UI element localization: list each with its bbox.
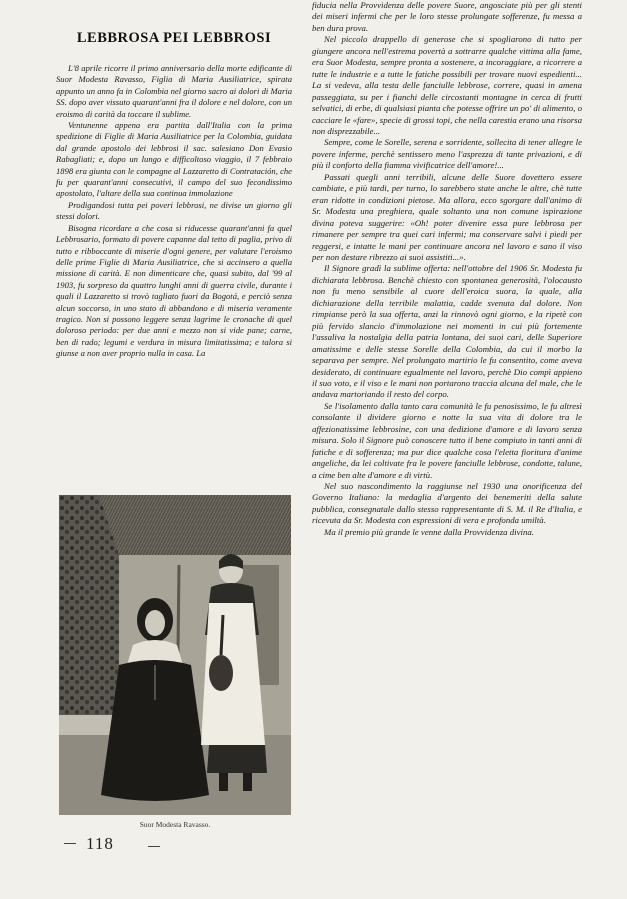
- right-column-text: [312, 0, 582, 538]
- paragraph: Passati quegli anni terribili, alcune delle Suore dovettero essere cambiate, e più tardi, per turno, lo sarebbero state anche le altre, chè tutte eran ridotte in condizioni pietose. Ma allora, ecco sgorgare dall'animo di Sr. Modesta una preghiera, quale soltanto una non comune ispirazione divina poteva suggerire: «Oh! poter divenire essa pure lebbrosa per rimanere per sempre tra quei cari infermi; ma conservare salvi i piedi per reggersi, e intatte le mani per continuare ancora nel lavoro e sano il viso per non destare ribrezzo ai suoi assistiti...».: [312, 171, 582, 262]
- right-column: [312, 0, 582, 538]
- paragraph: Ventunenne appena era partita dall'Italia con la prima spedizione di Figlie di Maria Ausiliatrice per la Colombia, guidata dal grande apostolo dei lebbrosi il sac. salesiano Don Evasio Rabagliati; e, dopo un lungo e difficoltoso viaggio, il 7 febbraio 1898 era giunta con le compagne al Lazzaretto di Contratación, che fu per quarant'anni consecutivi, il campo del suo fecondissimo apostolato, l'altare della sua continua immolazione: [56, 120, 292, 199]
- paragraph: Ma il premio più grande le venne dalla Provvidenza divina.: [324, 526, 534, 537]
- photo-two-women: [59, 495, 291, 815]
- paragraph: Se l'isolamento dalla tanto cara comunità le fu penosissimo, le fu altresì consolante il dividere giorno e notte la sua vita di dolore tra le affezionatissime lebbrosine, con una dedizione d'amore e di lavoro senza misura. Solo il Signore può conoscere tutto il bene compiuto in tanti anni di fatiche e di sofferenza; ma pur dice qualche cosa l'eletta fioritura d'anime angeliche, da lei coltivate fra le povere fanciulle lebbrose, condotte, talune, a cime ben alte d'amore e di virtù.: [312, 400, 582, 480]
- page-number: 118: [86, 834, 114, 853]
- paragraph: L'8 aprile ricorre il primo anniversario della morte edificante di Suor Modesta Ravasso, Figlia di Maria Ausiliatrice, spirata appunto un anno fa in Colombia nel giorno sacro ai dolori di Maria SS. dopo aver vissuto quarant'anni fra il dolore e nel dolore, con un eroismo di carità da toccare il sublime.: [56, 63, 292, 119]
- paragraph: Nel piccolo drappello di generose che si spogliarono di tutto per giungere ancora nell'estrema povertà a sottrarre qualche vittima alla fame, era Suor Modesta, sempre pronta a sostenere, a incoraggiare, a ricorrere a tutte le industrie e a tutte le fatiche possibili per trovare nuovi espedienti... La si vedeva, alla testa delle fanciulle lebbrose, correre, quasi in amena passeggiata, su per i fianchi delle circostanti montagne in cerca di frutti selvatici, di erbe, di qualsiasi pianta che potesse offrire un po' di alimento, o cacciare le «fare», specie di grossi topi, che nella carestia erano una risorsa non disprezzabile...: [312, 34, 582, 136]
- left-column: [56, 22, 292, 360]
- article-title: LEBBROSA PEI LEBBROSI: [76, 30, 272, 46]
- paragraph: Sempre, come le Sorelle, serena e sorridente, sollecita di tener allegre le povere inferme, perchè sentissero meno l'asprezza di tante privazioni, e di più il conforto della fiamma vivificatrice dell'amore!...: [312, 137, 582, 171]
- left-column-text: [56, 63, 292, 360]
- decorative-dash: [64, 843, 76, 844]
- photo-illustration: [59, 495, 291, 815]
- paragraph: fiducia nella Provvidenza delle povere Suore, angosciate più per gli stenti dei miseri infermi che per le loro stesse prolungate sofferenze, fu messa a ben dura prova.: [312, 0, 582, 33]
- paragraph: Bisogna ricordare a che cosa si riducesse quarant'anni fa quel Lebbrosario, formato di povere capanne dal tetto di paglia, privo di tutto e ribboccante di miserie d'ogni genere, per valutare l'eroismo delle prime Figlie di Maria Ausiliatrice, che si accinsero a quella missione di carità. E non dimenticare che, quasi subito, dal '99 al 1903, fu sorpreso da quattro lunghi anni di guerra civile, durante i quali il Lazzaretto si trovò tagliato fuori da Bogotá, e perciò senza alcun soccorso, in uno stato di abbandono e di miseria veramente tragico. Non si possono leggere senza lagrime le cronache di quel doloroso periodo: per due anni e mezzo non si vide pane; carne, ben di rado; legumi e verdura in misura limitatissima; e talora si giunse a non aver proprio nulla in casa. La: [56, 222, 292, 359]
- decorative-dash: [148, 846, 160, 847]
- photo-caption: Suor Modesta Ravasso.: [139, 820, 211, 829]
- paragraph: Prodigandosi tutta pei poveri lebbrosi, ne divise un giorno gli stessi dolori.: [56, 199, 292, 222]
- paragraph: Il Signore gradì la sublime offerta: nell'ottobre del 1906 Sr. Modesta fu dichiarata lebbrosa. Benchè chiesto con spontanea generosità, l'olocausto non fu meno sensibile al cuore dell'eroica suora, la quale, alla dichiarazione della terribile malattia, cadde svenuta dal dolore. Non rimpianse però la sua offerta, anzi la rinnovò ogni giorno, e la ripetè con più fervido slancio d'immolazione nei momenti in cui più fortemente l'assaliva la nostalgia della patria lontana, dei suoi cari, delle Superiore amatissime e delle stesse Sorelle della Colombia, da cui il morbo la separava per sempre. Nel prolungato martirio le fu consentito, come aveva desiderato, di continuare egualmente nel lavoro, perchè Dio compì appieno il suo voto, e il viso e le mani non portarono traccia alcuna del male, che le andava martoriando il resto del corpo.: [312, 263, 582, 400]
- paragraph: Nel suo nascondimento la raggiunse nel 1930 una onorificenza del Governo Italiano: la medaglia d'argento dei benemeriti della salute pubblica, consegnatale dallo stesso rappresentante di S. M. il Re d'Italia, e ricevuta da Sr. Modesta con espressioni di vera e profonda umiltà.: [312, 481, 582, 526]
